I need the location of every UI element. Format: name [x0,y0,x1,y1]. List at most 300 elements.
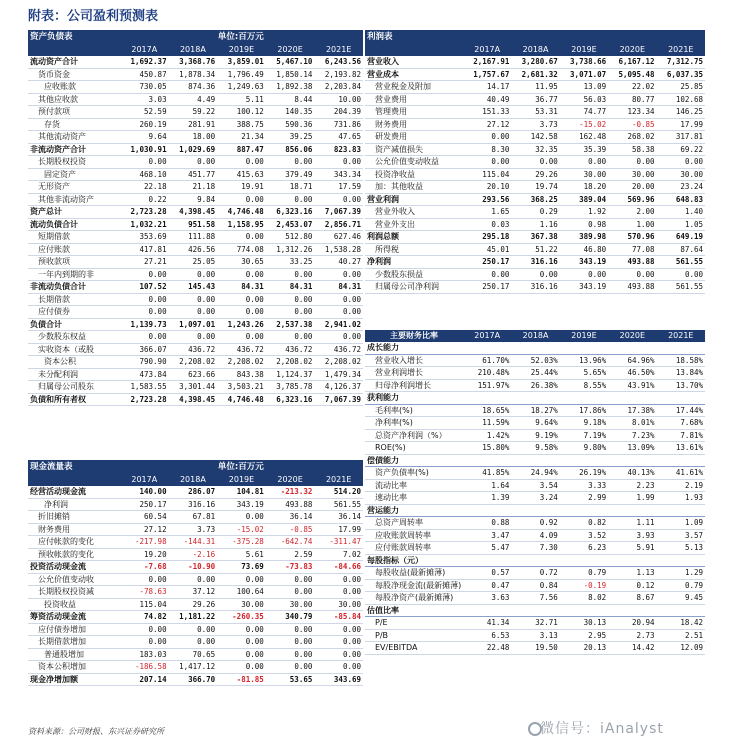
table-row [28,181,363,194]
table-row [365,417,705,430]
cell-value: 19.50 [511,642,559,655]
cell-value: 10.00 [314,93,363,106]
cell-value: 53.65 [266,673,315,686]
cell-value: -78.63 [120,586,169,599]
cell-value [657,604,705,617]
cell-value: 0.00 [511,156,559,169]
cell-value: 46.80 [560,243,608,256]
row-label: 营业利润增长 [365,367,463,380]
cashflow-header-title: 现金流量表 [28,460,120,474]
cell-value: 6,037.35 [657,68,705,81]
cell-value: -15.02 [217,523,266,536]
cell-value [560,454,608,467]
cell-value: 1.92 [560,206,608,219]
table-row [28,636,363,649]
cell-value: -7.68 [120,561,169,574]
cell-value: 140.35 [266,106,315,119]
income-statement-panel [365,30,705,294]
cell-value: 151.33 [463,106,511,119]
row-label: 货币资金 [28,68,120,81]
table-row [28,498,363,511]
cell-value: 0.00 [511,268,559,281]
cell-value: 2.99 [560,492,608,505]
cell-value: 1,892.38 [266,81,315,94]
cell-value: 107.52 [120,281,169,294]
cell-value: 260.19 [120,118,169,131]
cell-value: 32.35 [511,143,559,156]
year-header: 2019E [560,330,608,342]
cell-value: 7.02 [314,548,363,561]
cell-value: 36.14 [314,511,363,524]
cell-value: 204.39 [314,106,363,119]
table-row [28,93,363,106]
cell-value: 26.19% [560,467,608,480]
table-row [28,548,363,561]
row-label: 毛利率(%) [365,404,463,417]
cell-value: 11.95 [511,81,559,94]
cell-value: 0.88 [463,517,511,530]
row-label: 财务费用 [365,118,463,131]
cell-value: 0.12 [608,579,656,592]
row-label: 研发费用 [365,131,463,144]
cell-value: 561.55 [314,498,363,511]
cell-value [511,342,559,354]
table-row [365,281,705,294]
table-row [28,623,363,636]
row-label: 少数股东权益 [28,331,120,344]
row-label: 应付账款 [28,243,120,256]
cell-value: 17.38% [608,404,656,417]
cell-value: 14.17 [463,81,511,94]
cell-value: -0.85 [266,523,315,536]
row-label: 公允价值变动收 [28,573,120,586]
row-label: 折旧摊销 [28,511,120,524]
cell-value: 13.09 [560,81,608,94]
cell-value: 250.17 [463,281,511,294]
row-label: 成长能力 [365,342,463,354]
row-label: 资产减值损失 [365,143,463,156]
cell-value: 730.05 [120,81,169,94]
row-label: 加：其他收益 [365,181,463,194]
income-header-title: 利润表 [365,30,463,44]
cell-value: 146.25 [657,106,705,119]
row-label: 归属母公司股东 [28,381,120,394]
cell-value: 0.00 [266,293,315,306]
cell-value: -84.66 [314,561,363,574]
cell-value: 64.96% [608,354,656,367]
cell-value: 67.81 [169,511,218,524]
table-row [28,56,363,68]
cell-value: -213.32 [266,486,315,498]
cell-value: 343.69 [314,673,363,686]
cell-value: 145.43 [169,281,218,294]
cell-value: 123.34 [608,106,656,119]
cell-value: 0.00 [120,293,169,306]
table-row [365,131,705,144]
row-label: 流动比率 [365,479,463,492]
cell-value [463,504,511,517]
cell-value: 0.00 [266,306,315,319]
table-row [365,404,705,417]
cell-value: 2,208.02 [266,356,315,369]
table-row [365,579,705,592]
row-label: 公允价值变动收益 [365,156,463,169]
cell-value: 0.00 [169,573,218,586]
cell-value: 1.16 [511,218,559,231]
cell-value: 46.50% [608,367,656,380]
cell-value [463,554,511,567]
year-header: 2018A [169,474,218,486]
table-row [28,231,363,244]
cell-value: -217.98 [120,536,169,549]
cell-value: 3.13 [511,629,559,642]
row-label: 获利能力 [365,392,463,405]
table-row [28,523,363,536]
table-row [365,642,705,655]
table-row [28,536,363,549]
cell-value: 17.86% [560,404,608,417]
page-title: 附表：公司盈利预测表 [28,9,159,24]
cell-value: -0.85 [608,118,656,131]
cell-value: 0.00 [169,623,218,636]
row-label: 营业利润 [365,193,463,206]
cell-value: 9.58% [511,442,559,455]
year-header: 2017A [463,330,511,342]
cell-value: 17.44% [657,404,705,417]
cell-value [560,504,608,517]
cell-value: 27.21 [120,256,169,269]
cell-value: 18.20 [560,181,608,194]
cell-value: 1,538.28 [314,243,363,256]
cell-value: 22.02 [608,81,656,94]
cell-value: 210.48% [463,367,511,380]
year-header: 2019E [217,474,266,486]
cell-value: 18.00 [169,131,218,144]
cell-value: 5.91 [608,542,656,555]
table-row [365,354,705,367]
row-label: 营业外支出 [365,218,463,231]
cell-value: 468.10 [120,168,169,181]
cell-value: 1.40 [657,206,705,219]
income-table [365,30,705,294]
cell-value: 1,692.37 [120,56,169,68]
cell-value: 0.00 [266,573,315,586]
cell-value: 1,878.34 [169,68,218,81]
cell-value: 0.00 [463,131,511,144]
cell-value: 22.18 [120,181,169,194]
cell-value: 115.04 [463,168,511,181]
ratios-table [365,330,705,655]
cell-value: 6,243.56 [314,56,363,68]
cell-value: 343.19 [217,498,266,511]
table-row [28,586,363,599]
cell-value: 3.03 [120,93,169,106]
cell-value: 0.79 [657,579,705,592]
cell-value: 29.26 [169,598,218,611]
cell-value: 4.09 [511,529,559,542]
cell-value: 25.85 [657,81,705,94]
cell-value: 56.03 [560,93,608,106]
cell-value: 9.80% [560,442,608,455]
cell-value: 21.34 [217,131,266,144]
cell-value: 70.65 [169,648,218,661]
row-label: 长期股权投资减 [28,586,120,599]
cell-value: 0.00 [217,623,266,636]
table-row [28,143,363,156]
cell-value: 4.49 [169,93,218,106]
cell-value: 2,167.91 [463,56,511,68]
cell-value: 30.00 [560,168,608,181]
cell-value: 23.24 [657,181,705,194]
cell-value: 4,746.48 [217,206,266,219]
cell-value: 80.77 [608,93,656,106]
cell-value: 0.00 [120,331,169,344]
cell-value: 1.42% [463,429,511,442]
cell-value: 104.81 [217,486,266,498]
cell-value: 1.64 [463,479,511,492]
cell-value: 1.39 [463,492,511,505]
table-row [365,168,705,181]
cell-value [463,454,511,467]
table-row [28,611,363,624]
cell-value [511,392,559,405]
row-label: 经营活动现金流 [28,486,120,498]
row-label: 每股收益(最新摊薄) [365,567,463,580]
cell-value: 6.23 [560,542,608,555]
cell-value: 3,071.07 [560,68,608,81]
cell-value: 268.02 [608,131,656,144]
row-label: 估值比率 [365,604,463,617]
cell-value: 2.51 [657,629,705,642]
table-row [28,168,363,181]
cell-value: 11.59% [463,417,511,430]
financial-ratios-panel [365,330,705,655]
cell-value: 316.16 [169,498,218,511]
cell-value: 20.13 [560,642,608,655]
row-label: 总资产净利润（%） [365,429,463,442]
cell-value: 0.00 [463,156,511,169]
cell-value: 6.53 [463,629,511,642]
cell-value: 0.03 [463,218,511,231]
cell-value: 5,095.48 [608,68,656,81]
cell-value: 20.00 [608,181,656,194]
cell-value: 0.00 [217,636,266,649]
cell-value: 0.00 [217,648,266,661]
cell-value: 1.05 [657,218,705,231]
cell-value: 2.23 [608,479,656,492]
cell-value: 2,453.07 [266,218,315,231]
cell-value: 1.29 [657,567,705,580]
cell-value: 1,417.12 [169,661,218,674]
year-header: 2021E [314,44,363,56]
table-row [365,429,705,442]
cell-value [657,554,705,567]
row-label: 营业收入增长 [365,354,463,367]
table-row [365,517,705,530]
cell-value: 2,723.28 [120,393,169,406]
table-row [365,193,705,206]
cell-value: 84.31 [217,281,266,294]
cell-value: 1,158.95 [217,218,266,231]
row-label: 普通股增加 [28,648,120,661]
cell-value: 0.00 [120,623,169,636]
cell-value: 0.00 [169,268,218,281]
cell-value: 3.52 [560,529,608,542]
cell-value: 286.07 [169,486,218,498]
cell-value: 2.19 [657,479,705,492]
cell-value: 1,249.63 [217,81,266,94]
cell-value: 887.47 [217,143,266,156]
table-row [28,381,363,394]
cell-value: 2,208.02 [314,356,363,369]
cell-value: 100.12 [217,106,266,119]
cell-value: 388.75 [217,118,266,131]
cell-value: 0.00 [217,511,266,524]
cell-value: 9.64% [511,417,559,430]
cell-value: 0.00 [169,293,218,306]
cell-value: 0.29 [511,206,559,219]
cell-value: 570.96 [608,231,656,244]
cell-value: 3.57 [657,529,705,542]
cell-value: 87.64 [657,243,705,256]
cell-value: 731.86 [314,118,363,131]
row-label: 负债合计 [28,318,120,331]
cell-value: 5.61 [217,548,266,561]
cell-value: 111.88 [169,231,218,244]
cell-value: 13.70% [657,379,705,392]
cell-value: 13.09% [608,442,656,455]
cell-value: 73.69 [217,561,266,574]
cell-value: 389.04 [560,193,608,206]
cell-value: 74.77 [560,106,608,119]
cell-value: 30.00 [217,598,266,611]
cell-value: 1.09 [657,517,705,530]
cell-value [608,604,656,617]
cell-value: 0.00 [266,661,315,674]
cell-value: -15.02 [560,118,608,131]
cell-value: 30.00 [314,598,363,611]
cell-value: 343.34 [314,168,363,181]
cell-value: 0.00 [314,573,363,586]
cell-value: 340.79 [266,611,315,624]
cell-value: 25.44% [511,367,559,380]
cell-value: 0.00 [120,268,169,281]
cell-value: 790.90 [120,356,169,369]
table-row [365,367,705,380]
cell-value: 19.91 [217,181,266,194]
row-label: 其他非流动资产 [28,193,120,206]
cell-value: 0.00 [314,268,363,281]
source-footnote: 资料来源：公司财报、东兴证券研究所 [28,727,164,736]
cell-value: 22.48 [463,642,511,655]
cell-value: 417.81 [120,243,169,256]
row-label: 财务费用 [28,523,120,536]
cell-value: 0.00 [217,573,266,586]
cell-value: 1,312.26 [266,243,315,256]
cell-value: 1,243.26 [217,318,266,331]
table-row [365,93,705,106]
cell-value: -73.83 [266,561,315,574]
cell-value: 20.94 [608,617,656,630]
row-label: 偿债能力 [365,454,463,467]
cell-value: 3,785.78 [266,381,315,394]
unit-label: 单位:百万元 [120,460,266,474]
table-row [365,529,705,542]
cell-value: 58.38 [608,143,656,156]
cell-value: 41.85% [463,467,511,480]
cell-value: 8.02 [560,592,608,605]
cell-value: 3,738.66 [560,56,608,68]
cell-value: 415.63 [217,168,266,181]
cell-value: 0.00 [314,586,363,599]
cell-value: 84.31 [266,281,315,294]
row-label: 投资收益 [28,598,120,611]
cell-value: 3.63 [463,592,511,605]
row-label: 营业外收入 [365,206,463,219]
cell-value: 1,124.37 [266,368,315,381]
row-label: 每股净资产(最新摊薄) [365,592,463,605]
row-label: 一年内到期的非 [28,268,120,281]
row-label: 营业税金及附加 [365,81,463,94]
cash-flow-panel [28,460,363,686]
row-label: 短期借款 [28,231,120,244]
table-row [365,181,705,194]
cell-value: 569.96 [608,193,656,206]
cell-value: 0.72 [511,567,559,580]
cell-value: 53.31 [511,106,559,119]
cell-value: 0.00 [217,661,266,674]
cell-value [608,454,656,467]
cell-value: 1,757.67 [463,68,511,81]
cell-value: 2.95 [560,629,608,642]
cell-value: 3,301.44 [169,381,218,394]
cell-value: 3,859.01 [217,56,266,68]
cell-value: 293.56 [463,193,511,206]
cell-value: 2,203.84 [314,81,363,94]
cell-value: 40.27 [314,256,363,269]
cell-value: 2,208.02 [217,356,266,369]
cell-value: 0.00 [217,306,266,319]
cell-value: 5.65% [560,367,608,380]
cell-value: 36.14 [266,511,315,524]
table-row [28,156,363,169]
table-row [28,293,363,306]
cell-value: 2.00 [608,206,656,219]
cell-value: 41.34 [463,617,511,630]
cell-value: 436.72 [217,343,266,356]
cell-value: 473.84 [120,368,169,381]
cell-value: 0.92 [511,517,559,530]
cell-value: 40.49 [463,93,511,106]
row-label: 每股指标（元） [365,554,463,567]
table-row [365,81,705,94]
row-label: 速动比率 [365,492,463,505]
table-row [28,218,363,231]
cell-value: 27.12 [463,118,511,131]
cell-value [657,504,705,517]
cell-value: -0.19 [560,579,608,592]
cell-value: 6,323.16 [266,393,315,406]
row-label: 总资产周转率 [365,517,463,530]
cell-value: 100.64 [217,586,266,599]
cell-value: 648.83 [657,193,705,206]
cell-value: 7.68% [657,417,705,430]
cell-value: 3,368.76 [169,56,218,68]
balance-header-title: 资产负债表 [28,30,120,44]
cell-value: 1,029.69 [169,143,218,156]
cell-value: 1,030.91 [120,143,169,156]
table-row [28,393,363,406]
